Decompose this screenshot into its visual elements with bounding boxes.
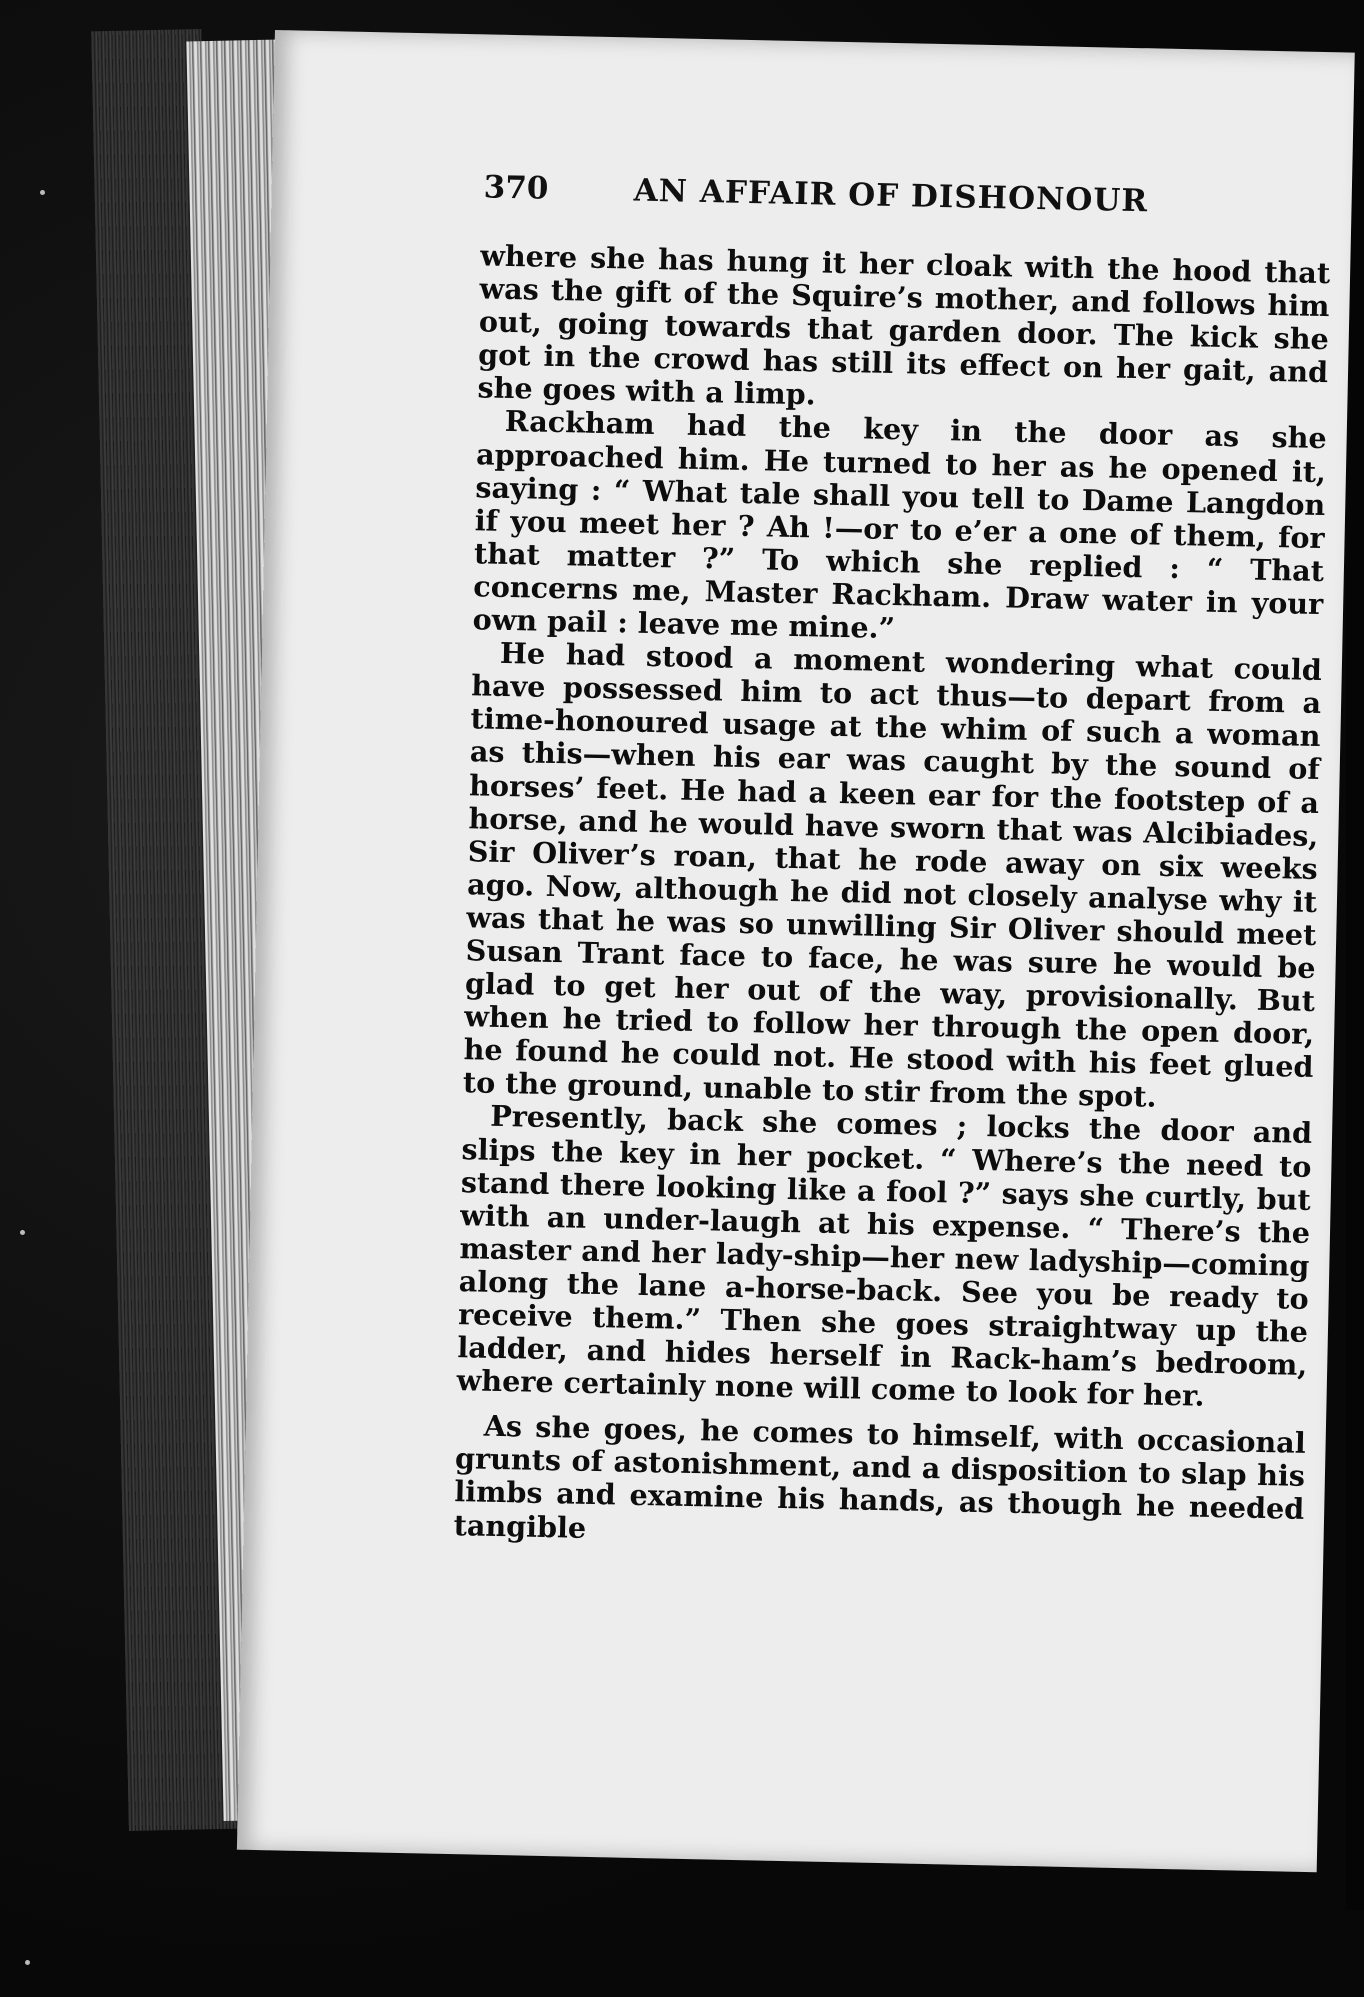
scan-speck [40, 190, 45, 195]
running-head: AN AFFAIR OF DISHONOUR [633, 172, 1149, 220]
paragraph: Rackham had the key in the door as she approached him. He turned to her as he opened it, saying : “ What tale shall you tell to Dame Langdon if you meet her ? Ah !—or to e’er a one of them, for that matter ?” To which she replied : “ That concerns me, Master Rackham. Draw water in your own pail : leave me mine.” [472, 404, 1328, 646]
page-header [483, 169, 1244, 221]
paragraph: Presently, back she comes ; locks the door and slips the key in her pocket. “ Where’s the need to stand there looking like a fool ?” says she curtly, but with an under-laugh at his expense. “ There’s the master and her lady-ship—her new ladyship—coming along the lane a-horse-back. See you be ready to receive them.” Then she goes straightway up the ladder, and hides herself in Rack-ham’s bedroom, where certainly none will come to look for her. [456, 1099, 1313, 1413]
paragraph: He had stood a moment wondering what could have possessed him to act thus—to depart from a time-honoured usage at the whim of such a woman as this—when his ear was caught by the sound of horses’ feet. He had a keen ear for the footstep of a horse, and he would have sworn that was Alcibiades, Sir Oliver’s roan, that he rode away on six weeks ago. Now, although he did not closely analyse why it was that he was so unwilling Sir Oliver should meet Susan Trant face to face, he was sure he would be glad to get her out of the way, provisionally. But when he tried to follow her through the open door, he found he could not. He stood with his feet glued to the ground, unable to stir from the spot. [462, 635, 1323, 1115]
paragraph: where she has hung it her cloak with the hood that was the gift of the Squire’s mother, and follows him out, going towards that garden door. The kick she got in the crowd has still its effect on her gait, and she goes with a limp. [477, 238, 1331, 412]
scan-speck [20, 1230, 25, 1235]
right-shadow [1346, 90, 1364, 1910]
book-page [237, 30, 1355, 1872]
page-number: 370 [483, 169, 549, 207]
scan-speck [25, 1960, 30, 1965]
body-text [453, 239, 1330, 1559]
paragraph: As she goes, he comes to himself, with occasional grunts of astonishment, and a disposition to slap his limbs and examine his hands, as though he needed tangible [453, 1408, 1306, 1545]
